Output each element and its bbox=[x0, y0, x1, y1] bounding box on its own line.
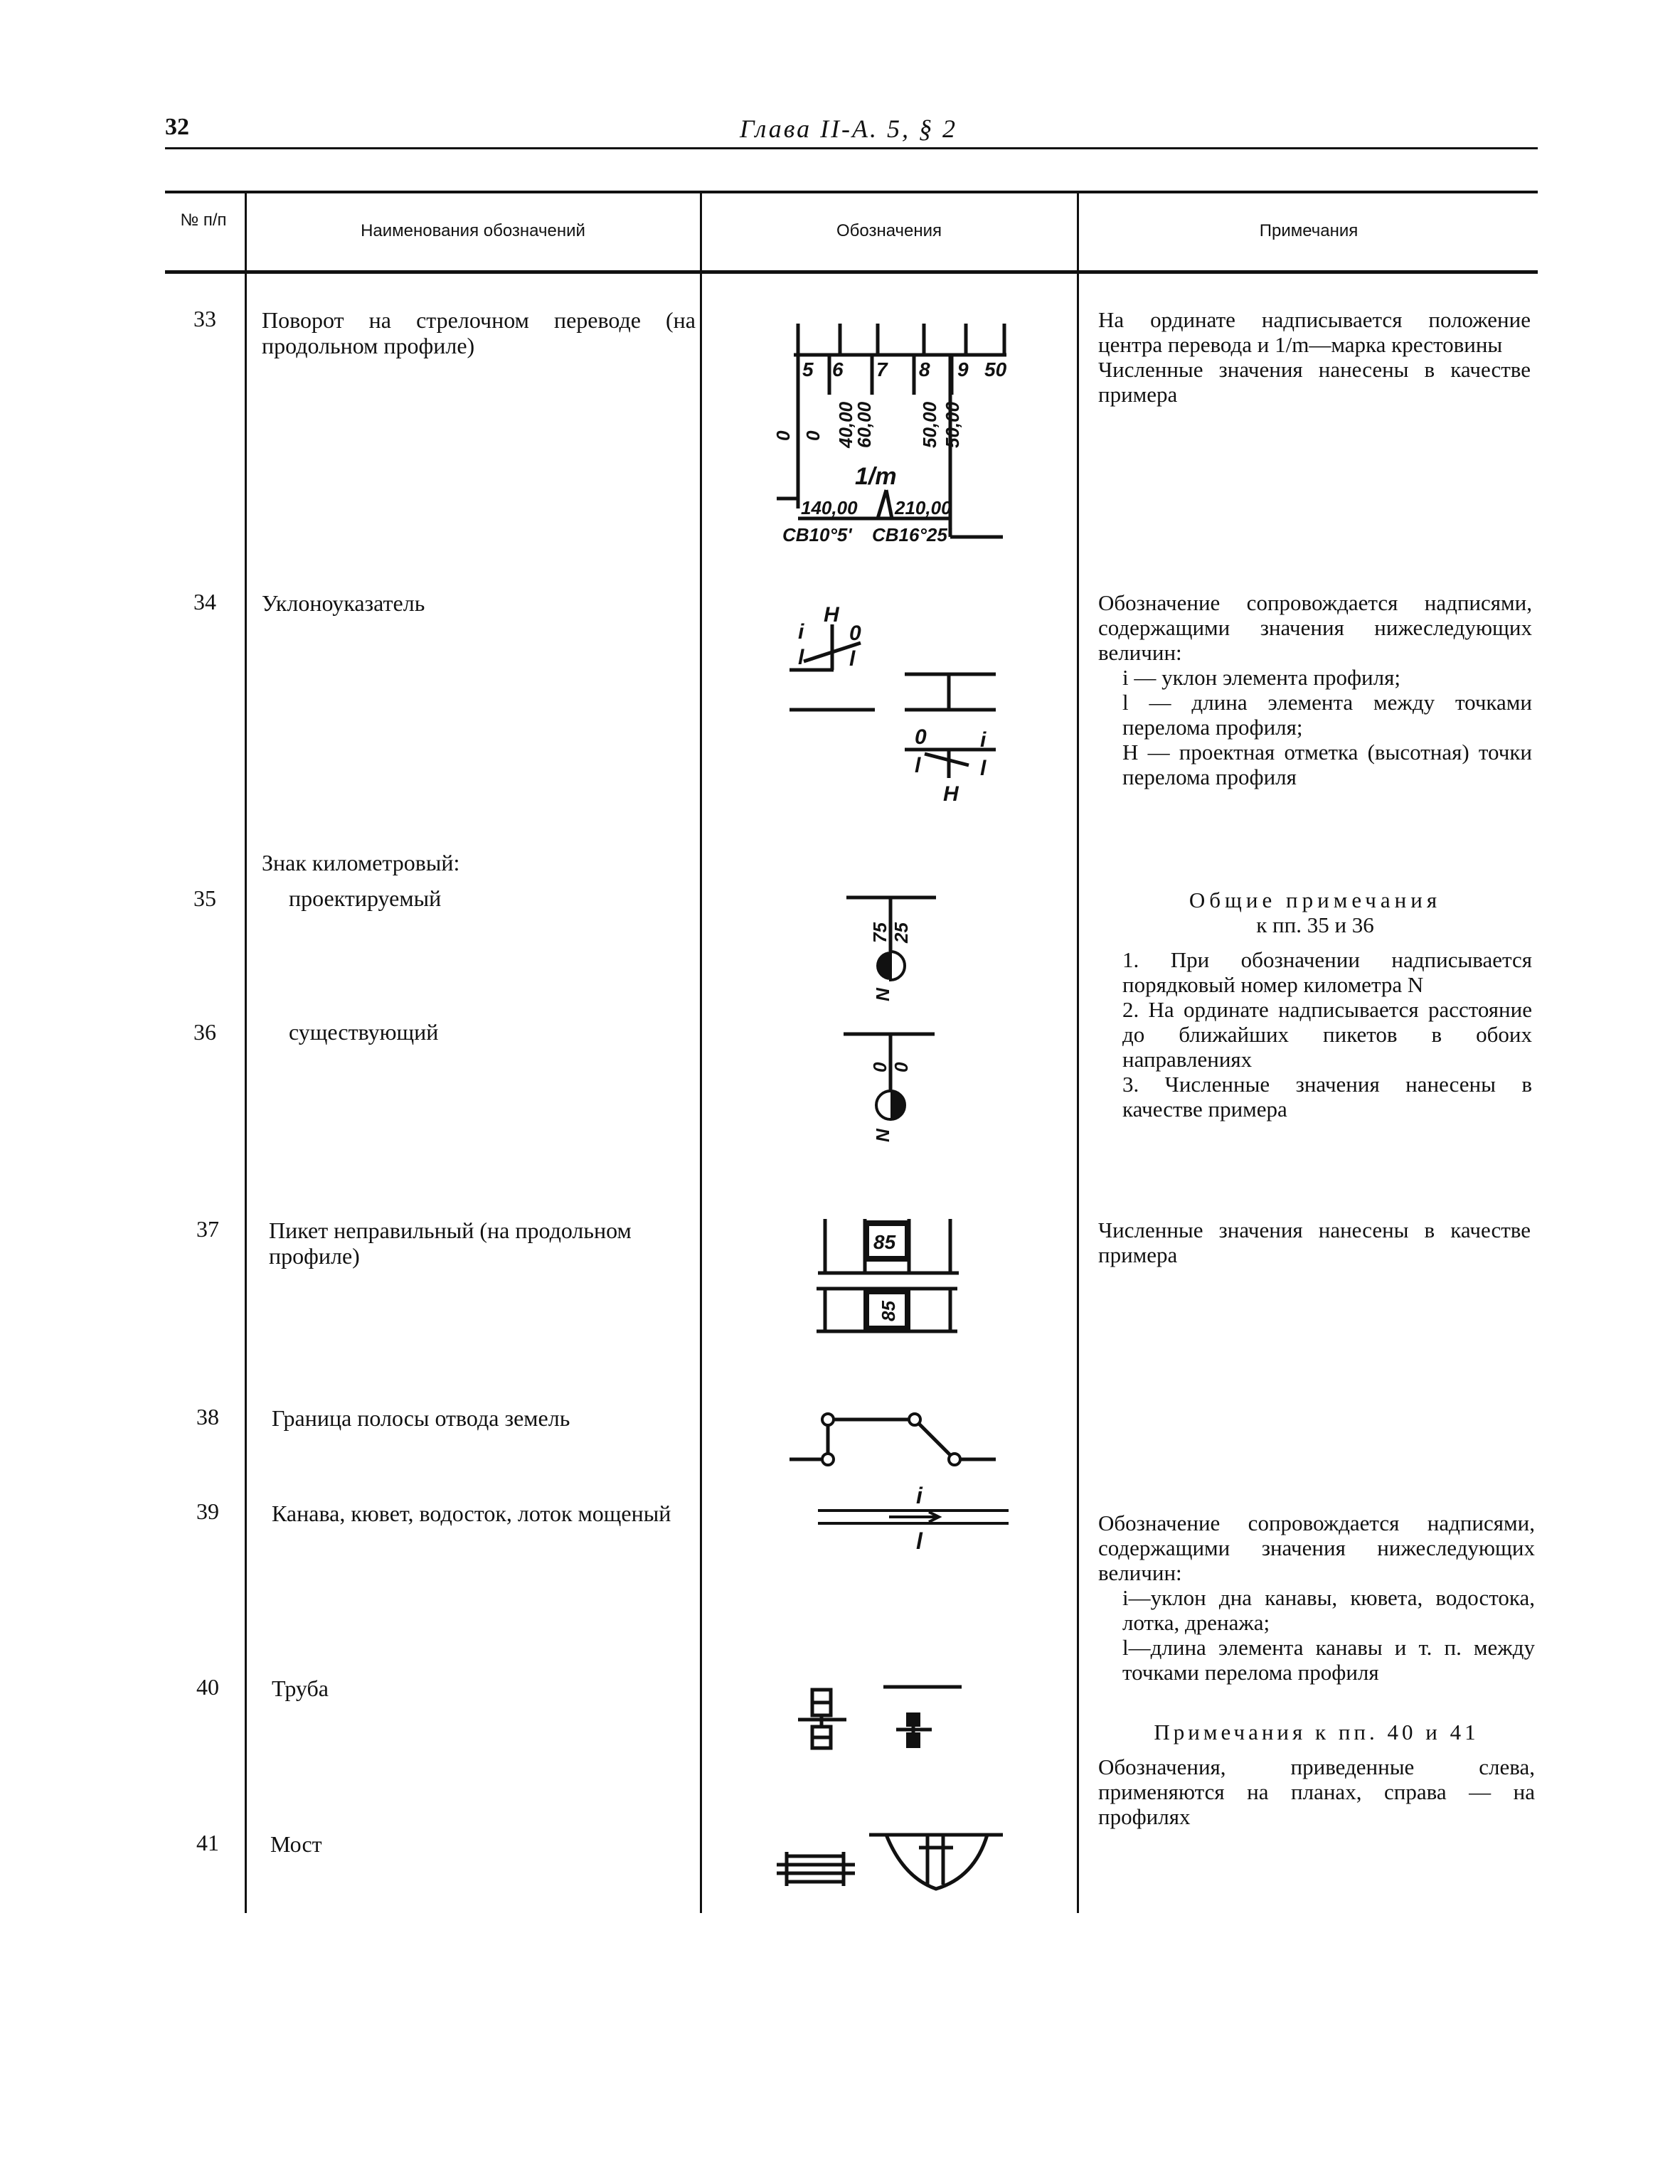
kilometre-sign-existing-symbol bbox=[844, 1028, 957, 1149]
irregular-picket-value-top: 85 bbox=[873, 1231, 896, 1253]
note-35-36-item-2: 2. На ординате надписывается расстояние до ближайших пикетов в обоих направлениях bbox=[1122, 997, 1532, 1072]
turnout-vertical-value-2: 0 bbox=[802, 430, 824, 441]
row-name-36: существующий bbox=[289, 1019, 439, 1045]
turnout-top-label-5: 9 bbox=[957, 358, 969, 380]
gradient-label-l-lower-1: l bbox=[915, 754, 921, 777]
row-name-41: Мост bbox=[270, 1831, 322, 1857]
turnout-top-label-1: 5 bbox=[802, 358, 814, 380]
irregular-picket-symbol bbox=[811, 1209, 967, 1344]
col-divider-2 bbox=[700, 193, 702, 1913]
row-name-38: Граница полосы отвода земель bbox=[272, 1405, 570, 1431]
note-39 bbox=[1098, 1511, 1535, 1685]
bridge-plan-symbol bbox=[775, 1849, 868, 1892]
note-34-item-i: i — уклон элемента профиля; bbox=[1122, 665, 1400, 690]
row-number-35: 35 bbox=[193, 885, 216, 911]
kilometre-sign-projected-symbol bbox=[844, 889, 957, 1010]
turnout-vertical-value-4: 60,00 bbox=[854, 401, 875, 448]
irregular-picket-value-bottom: 85 bbox=[878, 1301, 899, 1321]
row-number-40: 40 bbox=[196, 1674, 219, 1700]
turnout-bottom-value-1: 140,00 bbox=[801, 497, 858, 518]
turnout-curve-label-1: CB10°5' bbox=[782, 524, 852, 545]
note-40-41-title: Примечания к пп. 40 и 41 bbox=[1154, 1720, 1479, 1744]
table-head-rule bbox=[165, 270, 1538, 274]
column-header-number: № п/п bbox=[180, 211, 227, 230]
gradient-label-0: 0 bbox=[849, 622, 861, 645]
row-number-39: 39 bbox=[196, 1498, 219, 1524]
gradient-label-0-lower: 0 bbox=[915, 725, 927, 749]
kilometre-sign-projected-value-2: 25 bbox=[890, 922, 912, 943]
turnout-top-label-2: 6 bbox=[832, 358, 844, 380]
header-rule bbox=[165, 147, 1538, 149]
note-40-41 bbox=[1098, 1720, 1535, 1829]
row-number-36: 36 bbox=[193, 1019, 216, 1045]
turnout-vertical-value-1: 0 bbox=[772, 430, 794, 441]
turnout-vertical-value-3: 40,00 bbox=[835, 401, 856, 448]
table-top-rule bbox=[165, 191, 1538, 193]
row-name-33: Поворот на стрелочном переводе (на продольном профиле) bbox=[262, 307, 696, 358]
bridge-profile-symbol bbox=[868, 1821, 1010, 1899]
ditch-length-label: l bbox=[916, 1528, 923, 1554]
culvert-profile-symbol bbox=[882, 1678, 967, 1757]
gradient-label-h: H bbox=[824, 603, 839, 627]
turnout-crossing-mark: 1/m bbox=[855, 463, 897, 490]
note-35-36-item-3: 3. Численные значения нанесены в качестве примера bbox=[1122, 1072, 1532, 1122]
kilometre-sign-existing-hatched-half bbox=[890, 1091, 905, 1119]
turnout-top-label-4: 8 bbox=[919, 358, 930, 380]
col-divider-3 bbox=[1077, 193, 1079, 1913]
note-35-36-subtitle: к пп. 35 и 36 bbox=[1256, 912, 1374, 937]
running-title: Глава II-А. 5, § 2 bbox=[740, 114, 958, 143]
note-33 bbox=[1098, 307, 1531, 407]
gradient-label-l1: l bbox=[798, 646, 804, 669]
row-name-35: проектируемый bbox=[289, 885, 442, 911]
note-34 bbox=[1098, 590, 1532, 789]
row-number-34: 34 bbox=[193, 589, 216, 614]
gradient-label-h-lower: H bbox=[943, 782, 959, 806]
gradient-label-i: i bbox=[798, 620, 804, 644]
turnout-top-label-6: 50 bbox=[984, 358, 1007, 380]
page-number: 32 bbox=[165, 114, 189, 140]
note-34-intro: Обозначение сопровождается надписями, содержащими значения нижеследующих величин: bbox=[1098, 590, 1532, 665]
row-name-39: Канава, кювет, водосток, лоток мощеный bbox=[272, 1501, 671, 1526]
column-header-notes: Примечания bbox=[1259, 221, 1359, 240]
note-34-item-l: l — длина элемента между точками перелома профиля; bbox=[1122, 690, 1532, 740]
row-number-33: 33 bbox=[193, 306, 216, 331]
kilometre-sign-existing-label: N bbox=[872, 1129, 893, 1142]
turnout-vertical-value-5: 50,00 bbox=[919, 401, 940, 448]
row-name-34: Уклоноуказатель bbox=[262, 590, 425, 616]
note-40-41-text: Обозначения, приведенные слева, применяются на планах, справа — на профилях bbox=[1098, 1754, 1535, 1829]
kilometre-sign-existing-value-2: 0 bbox=[890, 1062, 912, 1072]
culvert-plan-symbol bbox=[797, 1678, 854, 1757]
land-boundary-symbol bbox=[782, 1401, 1003, 1479]
row-number-41: 41 bbox=[196, 1830, 219, 1855]
note-33-text-2: Численные значения нанесены в качестве примера bbox=[1098, 357, 1531, 407]
note-35-36-title: Общие примечания bbox=[1189, 888, 1442, 912]
kilometre-sign-projected-value-1: 75 bbox=[869, 922, 890, 943]
note-37: Численные значения нанесены в качестве примера bbox=[1098, 1218, 1531, 1267]
note-33-text-1: На ординате надписывается положение центра перевода и 1/m—марка крестовины bbox=[1098, 307, 1531, 357]
kilometre-sign-projected-label: N bbox=[872, 988, 893, 1001]
gradient-indicator-symbol bbox=[782, 596, 1024, 809]
kilometre-sign-existing-value-1: 0 bbox=[869, 1062, 890, 1072]
note-39-intro: Обозначение сопровождается надписями, содержащими значения нижеследующих величин: bbox=[1098, 1511, 1535, 1585]
turnout-curve-label-2: CB16°25' bbox=[872, 524, 952, 545]
row-name-40: Труба bbox=[272, 1676, 329, 1701]
gradient-label-i-lower: i bbox=[980, 728, 987, 752]
row-number-37: 37 bbox=[196, 1216, 219, 1242]
note-39-item-l: l—длина элемента канавы и т. п. между точками перелома профиля bbox=[1122, 1635, 1535, 1685]
note-39-item-i: i—уклон дна канавы, кювета, водостока, лотка, дренажа; bbox=[1122, 1585, 1535, 1635]
column-header-symbol: Обозначения bbox=[836, 221, 942, 240]
kilometre-sign-projected-half bbox=[890, 952, 905, 980]
col-divider-1 bbox=[245, 193, 247, 1913]
gradient-label-l2: l bbox=[849, 647, 856, 671]
ditch-symbol bbox=[811, 1479, 1024, 1557]
note-35-36 bbox=[1098, 888, 1532, 1122]
turnout-vertical-value-6: 50,00 bbox=[942, 401, 963, 448]
row-number-38: 38 bbox=[196, 1404, 219, 1429]
turnout-top-label-3: 7 bbox=[876, 358, 888, 380]
row-name-37: Пикет неправильный (на продольном профиле) bbox=[269, 1218, 632, 1269]
gradient-label-l-lower-2: l bbox=[980, 757, 987, 780]
note-35-36-item-1: 1. При обозначении надписывается порядковый номер километра N bbox=[1122, 947, 1532, 997]
note-34-item-h: H — проектная отметка (высотная) точки перелома профиля bbox=[1122, 740, 1532, 789]
column-header-name: Наименования обозначений bbox=[361, 221, 585, 240]
turnout-bottom-value-2: 210,00 bbox=[895, 497, 952, 518]
ditch-slope-label: i bbox=[916, 1483, 923, 1508]
turnout-profile-symbol bbox=[761, 316, 1017, 551]
group-name-km-sign: Знак километровый: bbox=[262, 850, 460, 875]
